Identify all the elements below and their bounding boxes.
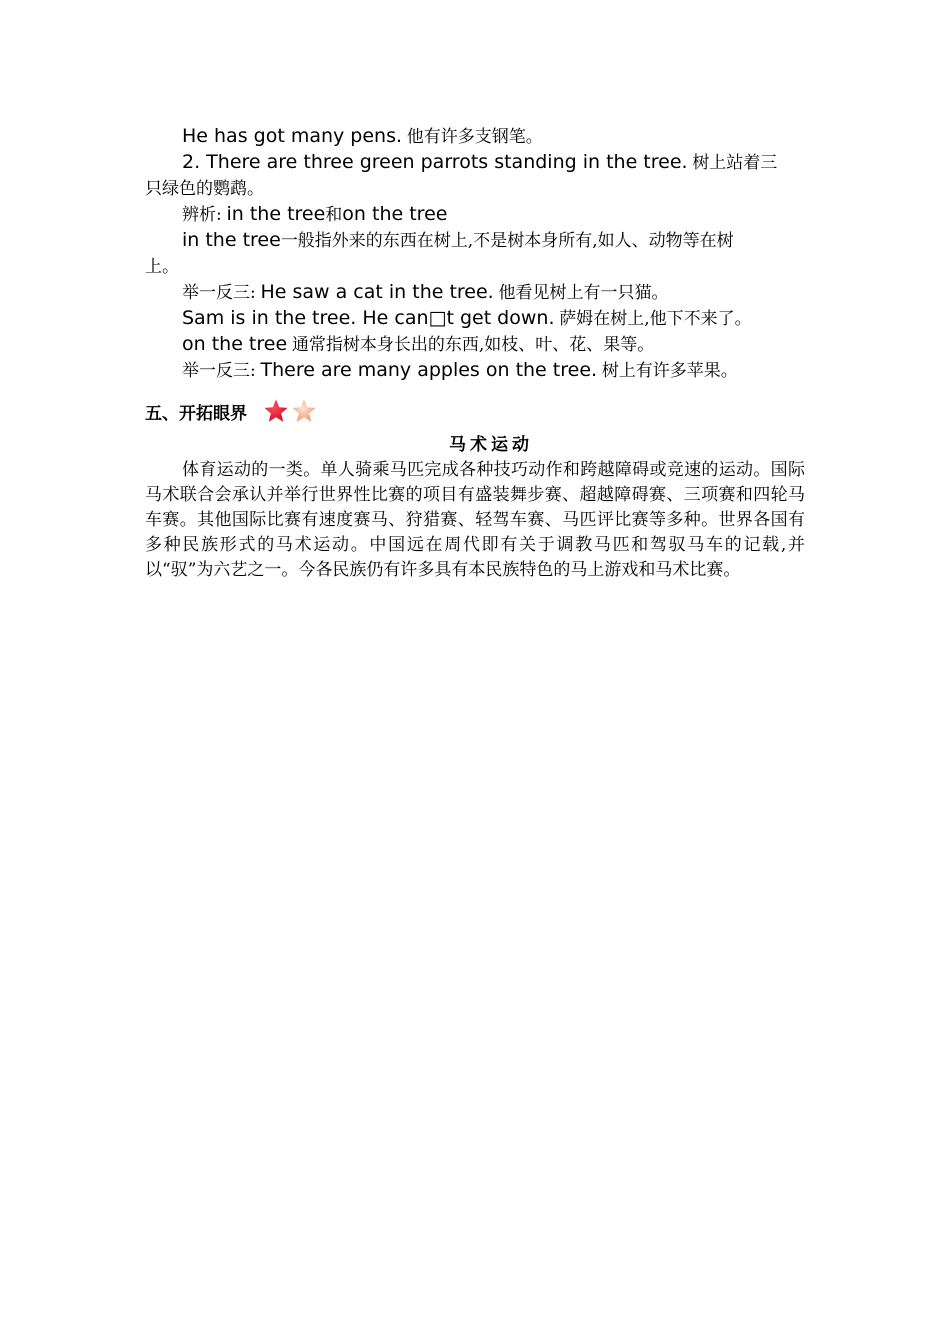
explanation-text: 上。 (145, 257, 179, 277)
red-star-icon (263, 398, 289, 424)
in-the-tree-explanation-cont (145, 254, 807, 280)
on-the-tree-explanation (145, 332, 807, 358)
conjunction: 和 (325, 205, 343, 225)
chinese-translation: 只绿色的鹦鹉。 (145, 179, 264, 199)
article-body: 体育运动的一类。单人骑乘马匹完成各种技巧动作和跨越障碍或竞速的运动。国际马术联合会承认并举行世界性比赛的项目有盛装舞步赛、超越障碍赛、三项赛和四轮马车赛。其他国际比赛有速度赛马、狩猎赛、轻驾车赛、马匹评比赛等多种。世界各国有多种民族形式的马术运动。中国远在周代即有关于调教马匹和驾驭马车的记载,并以“驭”为六艺之一。今各民族仍有许多具有本民族特色的马上游戏和马术比赛。 (145, 460, 805, 580)
chinese-translation: 他有许多支钢笔。 (406, 127, 543, 147)
example-line-parrots (145, 150, 807, 176)
chinese-translation: 树上有许多苹果。 (601, 361, 738, 381)
two-star-rating-icon (263, 398, 317, 424)
example-line-parrots-cont (145, 176, 807, 202)
phrase-on-the-tree: on the tree (182, 333, 288, 355)
english-sentence: Sam is in the tree. He can□t get down. (182, 307, 555, 329)
english-sentence: He has got many pens. (182, 125, 403, 147)
explanation-text: 一般指外来的东西在树上,不是树本身所有,如人、动物等在树 (280, 231, 734, 251)
section-title: 五、开拓眼界 (145, 403, 247, 424)
article-title: 马术运动 (449, 435, 533, 455)
practice-label: 举一反三: (182, 283, 256, 303)
explanation-text: 通常指树本身长出的东西,如枝、叶、花、果等。 (291, 335, 655, 355)
analysis-label: 辨析: (182, 205, 222, 225)
analysis-heading-line (145, 202, 807, 228)
example-line-sam (145, 306, 807, 332)
phrase-on-the-tree: on the tree (342, 203, 448, 225)
in-the-tree-explanation (145, 228, 807, 254)
chinese-translation: 他看见树上有一只猫。 (498, 283, 669, 303)
practice-line-apples (145, 358, 807, 384)
practice-line-cat (145, 280, 807, 306)
phrase-in-the-tree: in the tree (226, 203, 326, 225)
section-header (145, 396, 807, 426)
document-content (145, 124, 807, 600)
english-sentence: 2. There are three green parrots standing in the tree. (182, 151, 688, 173)
example-line-pens (145, 124, 807, 150)
phrase-in-the-tree: in the tree (182, 229, 281, 251)
english-sentence: He saw a cat in the tree. (260, 281, 494, 303)
practice-label: 举一反三: (182, 361, 256, 381)
chinese-translation: 萨姆在树上,他下不来了。 (559, 309, 752, 329)
chinese-translation: 树上站着三 (692, 153, 778, 173)
english-sentence: There are many apples on the tree. (260, 359, 598, 381)
peach-star-icon (291, 398, 317, 424)
